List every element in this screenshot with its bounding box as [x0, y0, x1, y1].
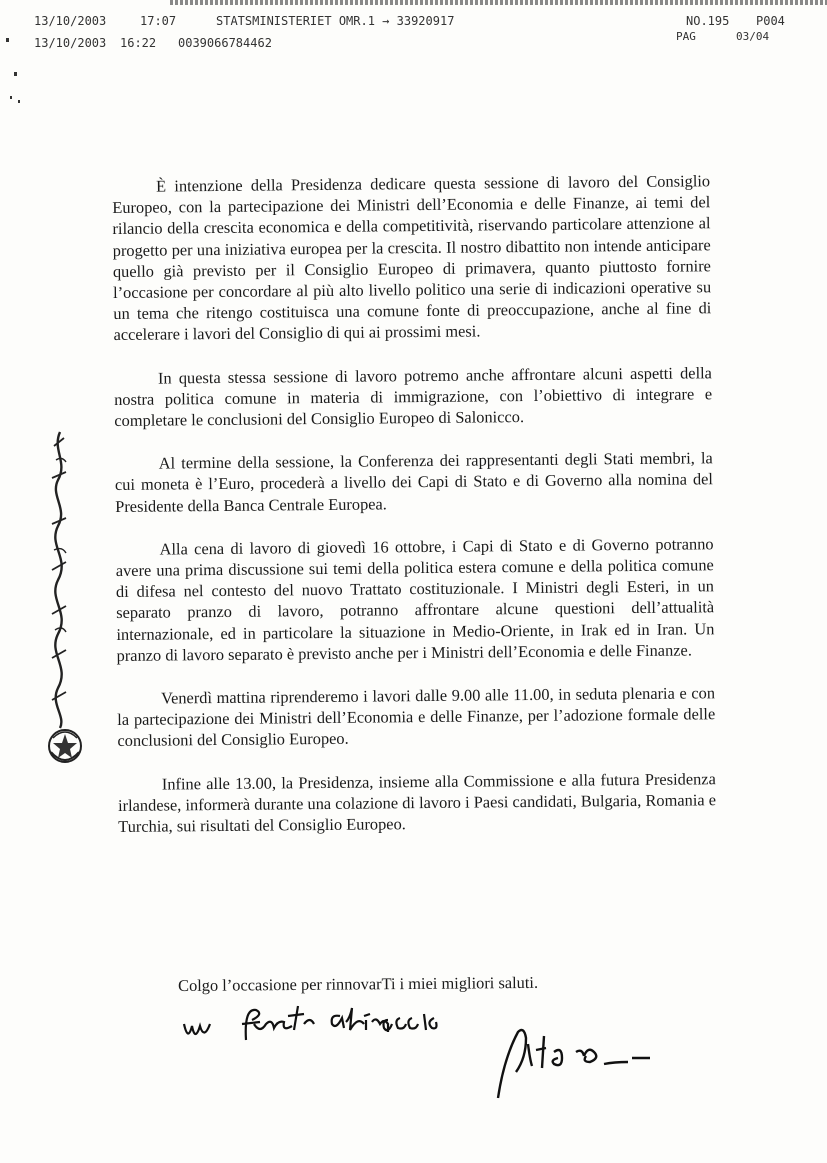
scan-speck: [10, 96, 12, 99]
paragraph-dinner: Alla cena di lavoro di giovedì 16 ottobre, i Capi di Stato e di Governo potranno avere una prima discussione sui temi della politica estera comune e della politica comune di difesa nel contesto del nuovo Trattato costituzionale. I Ministri degli Esteri, in un separato pranzo di lavoro, potranno affrontare alcune questioni dell’attualità internazionale, ed in particolare la situazione in Medio-Oriente, in Irak ed in Iran. Un pranzo di lavoro separato è previsto anche per i Ministri dell’Economia e delle Finanze.: [115, 534, 715, 665]
state-emblem-icon: [45, 722, 85, 770]
paragraph-ecb-president: Al termine della sessione, la Conferenza dei rappresentanti degli Stati membri, la cui moneta è l’Euro, procederà a livello dei Capi di Stato e di Governo alla nomina del Presidente della Banca Centrale Europea.: [114, 448, 714, 516]
margin-letterhead: [40, 430, 80, 770]
state-emblem: [45, 722, 85, 770]
scan-speck: [6, 38, 9, 42]
signature-script: [492, 1022, 667, 1102]
fax-sender: STATSMINISTERIET OMR.1 → 33920917: [216, 14, 455, 28]
fax-origin-number: 0039066784462: [178, 36, 272, 50]
handwritten-note-script: [180, 1002, 490, 1060]
fax-header-line-2: [0, 30, 827, 52]
fax-date-2: 13/10/2003: [34, 36, 107, 50]
fax-top-edge: [170, 0, 827, 5]
fax-time-2: 16:22: [120, 36, 157, 50]
fax-page-2: 03/04: [736, 30, 770, 43]
fax-header-line-1: [0, 14, 827, 30]
scan-speck: [18, 100, 20, 103]
signature: [492, 1022, 667, 1102]
fax-time: 17:07: [140, 14, 177, 28]
paragraph-immigration: In questa stessa sessione di lavoro potremo anche affrontare alcuni aspetti della nostra politica comune in materia di immigrazione, con l’obiettivo di integrare e completare le conclusioni del Consiglio Europeo di Salonicco.: [114, 362, 713, 431]
paragraph-growth: È intenzione della Presidenza dedicare questa sessione di lavoro del Consiglio Europeo, con la partecipazione dei Ministri dell’Economia e delle Finanze, ai temi del rilancio della crescita economica e della competitività, riservando particolare attenzione al progetto per una iniziativa europea per la crescita. Il nostro dibattito non intende anticipare quello già previsto per il Consiglio Europeo di primavera, quanto piuttosto fornire l’occasione per concordare al più alto livello politico una serie di indicazioni operative su un tema che ritengo costituisca una comune fonte di preoccupazione, anche al fine di accelerare i lavori del Consiglio di qui ai prossimi mesi.: [112, 171, 712, 345]
fax-page-label: PAG: [676, 30, 696, 43]
closing-line: Colgo l’occasione per rinnovarTi i miei migliori saluti.: [178, 972, 539, 995]
paragraph-candidates: Infine alle 13.00, la Presidenza, insieme alla Commissione e alla futura Presidenza irlandese, informerà durante una colazione di lavoro i Paesi candidati, Bulgaria, Romania e Turchia, sui risultati del Consiglio Europeo.: [117, 768, 717, 837]
margin-letterhead-script: [40, 430, 80, 730]
letter-body: [112, 170, 717, 859]
fax-number: NO.195: [686, 14, 730, 28]
fax-date: 13/10/2003: [34, 14, 107, 28]
paragraph-friday: Venerdì mattina riprenderemo i lavori dalle 9.00 alle 11.00, in seduta plenaria e con la partecipazione dei Ministri dell’Economia e delle Finanze, per l’adozione formale delle conclusioni del Consiglio Europeo.: [117, 683, 716, 751]
fax-page: P004: [756, 14, 785, 28]
handwritten-note: [180, 1002, 490, 1060]
scan-speck: [14, 72, 17, 76]
